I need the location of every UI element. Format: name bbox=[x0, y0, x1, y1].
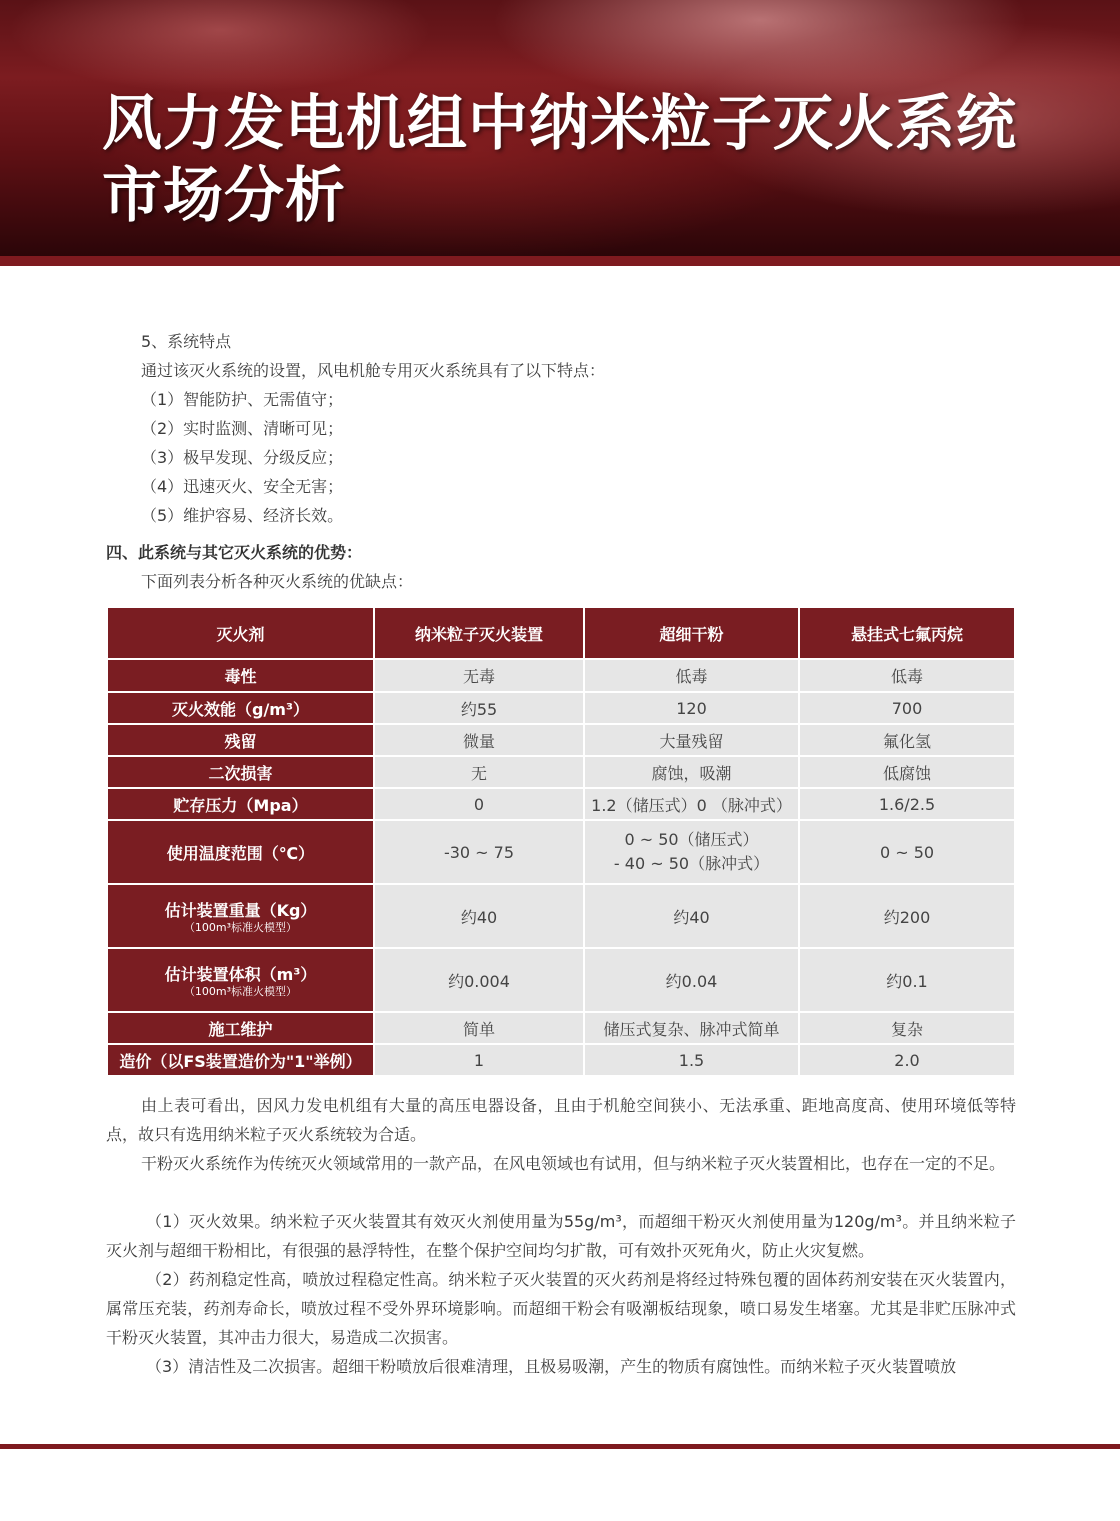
table-row bbox=[107, 659, 1015, 692]
title-line-2: 市场分析 bbox=[102, 161, 346, 231]
row-label-text: 估计装置重量（Kg） bbox=[164, 900, 317, 920]
table-cell: 1.6/2.5 bbox=[799, 788, 1015, 820]
table-cell bbox=[584, 820, 799, 884]
table-cell: 低腐蚀 bbox=[799, 756, 1015, 788]
table-row bbox=[107, 724, 1015, 756]
section4-heading: 四、此系统与其它灭火系统的优势： bbox=[106, 543, 363, 562]
row-label: 造价（以FS装置造价为"1"举例） bbox=[107, 1044, 374, 1076]
table-row bbox=[107, 1044, 1015, 1076]
table-cell: 0 bbox=[374, 788, 584, 820]
page-title bbox=[102, 88, 1017, 232]
table-cell: 低毒 bbox=[799, 659, 1015, 692]
table-cell: 0 ~ 50 bbox=[799, 820, 1015, 884]
list-item: （1）智能防护、无需值守； bbox=[141, 390, 344, 409]
row-label: 毒性 bbox=[107, 659, 374, 692]
table-header-cell: 超细干粉 bbox=[584, 607, 799, 659]
table-row bbox=[107, 820, 1015, 884]
title-line-1: 风力发电机组中纳米粒子灭火系统 bbox=[102, 89, 1017, 159]
row-label bbox=[107, 884, 374, 948]
table-cell: 无 bbox=[374, 756, 584, 788]
table-row bbox=[107, 1012, 1015, 1044]
table-cell: 700 bbox=[799, 692, 1015, 724]
table-row bbox=[107, 948, 1015, 1012]
table-header-cell: 纳米粒子灭火装置 bbox=[374, 607, 584, 659]
cell-line: 0 ~ 50（储压式） bbox=[624, 830, 759, 849]
table-cell: 1.5 bbox=[584, 1044, 799, 1076]
section5-intro: 通过该灭火系统的设置，风电机舱专用灭火系统具有了以下特点： bbox=[141, 361, 606, 380]
body-paragraph: 干粉灭火系统作为传统灭火领域常用的一款产品，在风电领域也有试用，但与纳米粒子灭火装置相比，也存在一定的不足。 bbox=[141, 1154, 1006, 1173]
table-cell: -30 ~ 75 bbox=[374, 820, 584, 884]
table-cell: 复杂 bbox=[799, 1012, 1015, 1044]
table-cell: 约40 bbox=[374, 884, 584, 948]
table-cell: 腐蚀，吸潮 bbox=[584, 756, 799, 788]
list-item: （3）极早发现、分级反应； bbox=[141, 448, 344, 467]
list-item: （5）维护容易、经济长效。 bbox=[141, 506, 344, 525]
table-row bbox=[107, 756, 1015, 788]
table-cell: 约0.004 bbox=[374, 948, 584, 1012]
row-label-note: （100m³标准火模型） bbox=[183, 920, 298, 934]
body-paragraph: （2）药剂稳定性高，喷放过程稳定性高。纳米粒子灭火装置的灭火药剂是将经过特殊包覆的固体药剂安装在灭火装置内，属常压充装，药剂寿命长，喷放过程不受外界环境影响。而超细干粉会有吸潮板结现象，喷口易发生堵塞。尤其是非贮压脉冲式干粉灭火装置，其冲击力很大，易造成二次损害。 bbox=[106, 1270, 1016, 1347]
table-header-cell: 灭火剂 bbox=[107, 607, 374, 659]
table-header-cell: 悬挂式七氟丙烷 bbox=[799, 607, 1015, 659]
table-row bbox=[107, 692, 1015, 724]
row-label: 灭火效能（g/m³） bbox=[107, 692, 374, 724]
row-label: 施工维护 bbox=[107, 1012, 374, 1044]
table-cell: 无毒 bbox=[374, 659, 584, 692]
table-cell: 约40 bbox=[584, 884, 799, 948]
section4-intro: 下面列表分析各种灭火系统的优缺点： bbox=[141, 572, 414, 591]
body-paragraph: （1）灭火效果。纳米粒子灭火装置其有效灭火剂使用量为55g/m³，而超细干粉灭火剂使用量为120g/m³。并且纳米粒子灭火剂与超细干粉相比，有很强的悬浮特性，在整个保护空间均匀扩散，可有效扑灭死角火，防止火灾复燃。 bbox=[106, 1212, 1016, 1260]
table-cell: 1 bbox=[374, 1044, 584, 1076]
table-row bbox=[107, 884, 1015, 948]
table-cell: 约0.04 bbox=[584, 948, 799, 1012]
body-paragraph: 由上表可看出，因风力发电机组有大量的高压电器设备，且由于机舱空间狭小、无法承重、距地高度高、使用环境低等特点，故只有选用纳米粒子灭火系统较为合适。 bbox=[106, 1096, 1016, 1144]
table-cell: 微量 bbox=[374, 724, 584, 756]
row-label: 使用温度范围（℃） bbox=[107, 820, 374, 884]
list-item: （4）迅速灭火、安全无害； bbox=[141, 477, 344, 496]
table-cell: 1.2（储压式）0 （脉冲式） bbox=[584, 788, 799, 820]
table-cell: 120 bbox=[584, 692, 799, 724]
header-banner bbox=[0, 0, 1120, 258]
table-cell: 简单 bbox=[374, 1012, 584, 1044]
body-paragraph: （3）清洁性及二次损害。超细干粉喷放后很难清理，且极易吸潮，产生的物质有腐蚀性。而纳米粒子灭火装置喷放 bbox=[146, 1357, 957, 1376]
table-cell: 低毒 bbox=[584, 659, 799, 692]
list-item: （2）实时监测、清晰可见； bbox=[141, 419, 344, 438]
header-divider bbox=[0, 256, 1120, 266]
table-row bbox=[107, 788, 1015, 820]
table-cell: 大量残留 bbox=[584, 724, 799, 756]
comparison-table bbox=[106, 606, 1016, 1077]
row-label bbox=[107, 948, 374, 1012]
table-header-row bbox=[107, 607, 1015, 659]
row-label-text: 估计装置体积（m³） bbox=[164, 964, 317, 984]
table-cell: 2.0 bbox=[799, 1044, 1015, 1076]
table-cell: 储压式复杂、脉冲式简单 bbox=[584, 1012, 799, 1044]
row-label: 贮存压力（Mpa） bbox=[107, 788, 374, 820]
table-cell: 约200 bbox=[799, 884, 1015, 948]
table-cell: 氟化氢 bbox=[799, 724, 1015, 756]
row-label: 残留 bbox=[107, 724, 374, 756]
section5-heading: 5、系统特点 bbox=[141, 332, 232, 351]
cell-line: - 40 ~ 50（脉冲式） bbox=[613, 854, 770, 873]
row-label-note: （100m³标准火模型） bbox=[183, 984, 298, 998]
table-cell: 约55 bbox=[374, 692, 584, 724]
footer-divider bbox=[0, 1444, 1120, 1449]
table-cell: 约0.1 bbox=[799, 948, 1015, 1012]
row-label: 二次损害 bbox=[107, 756, 374, 788]
